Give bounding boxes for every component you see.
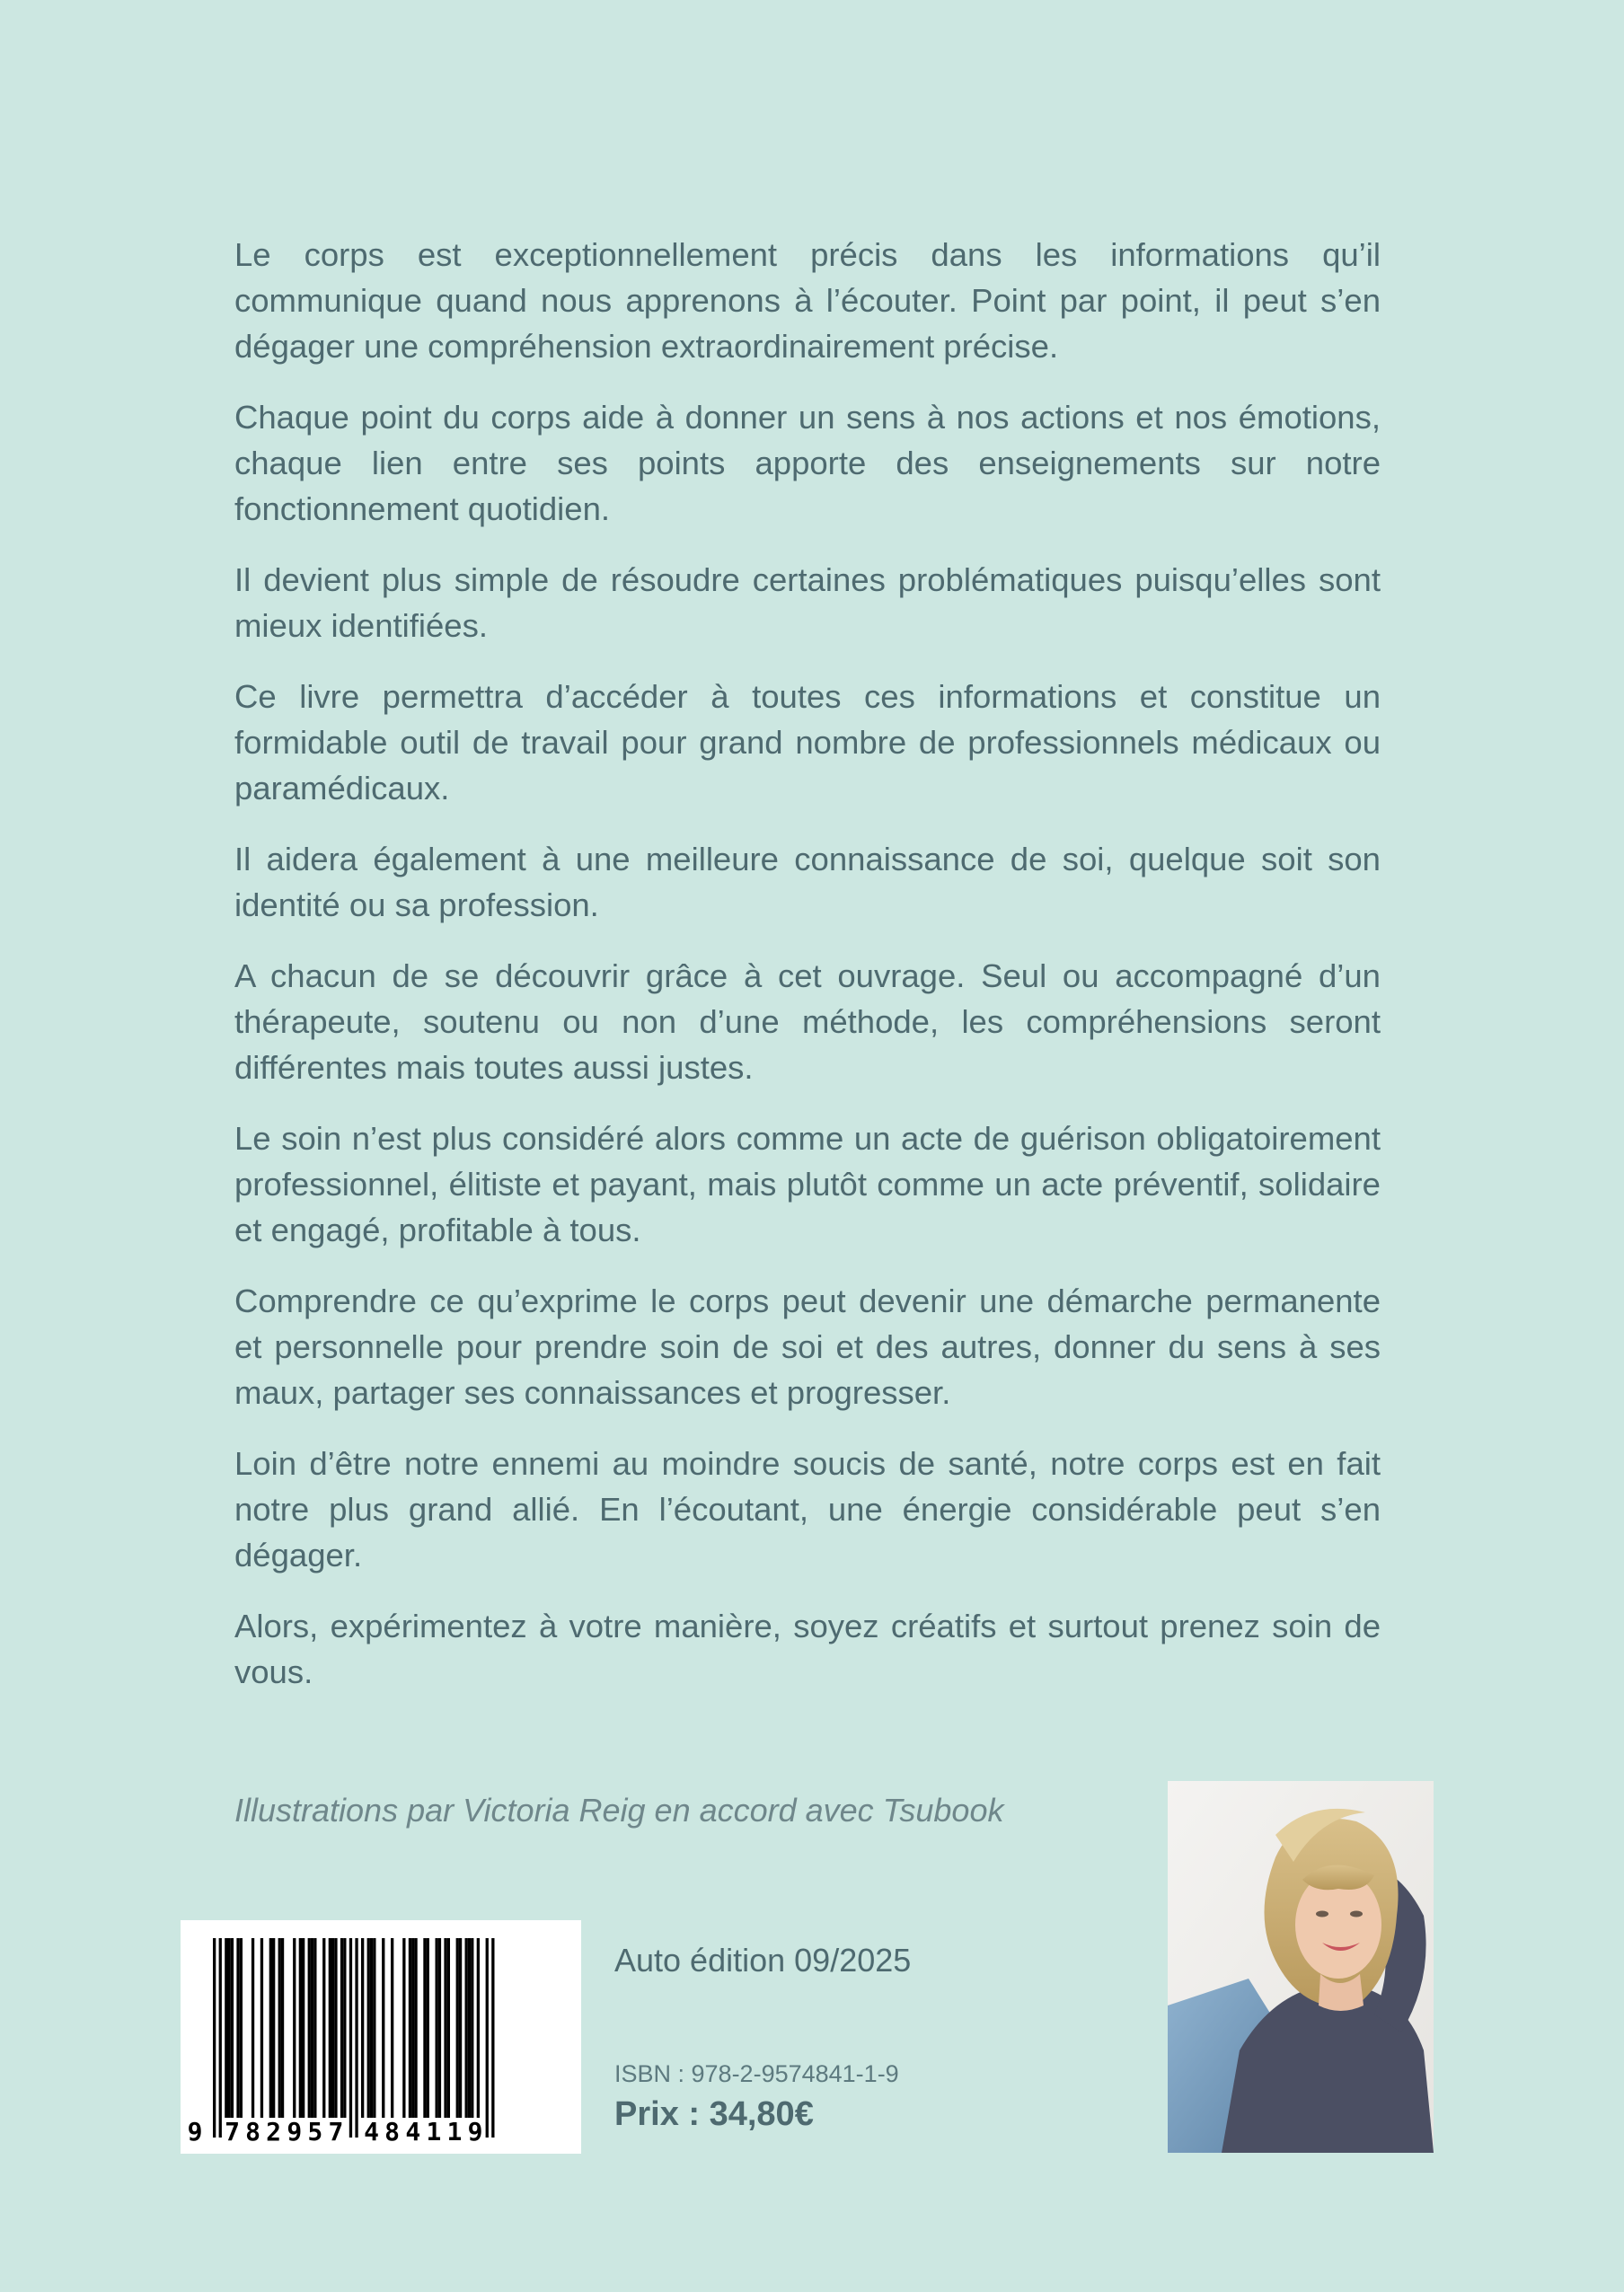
barcode-digit: 9 [187,2117,203,2147]
barcode-bar [373,1938,375,2118]
illustration-credit: Illustrations par Victoria Reig en accord avec Tsubook [234,1792,1004,1829]
blurb-paragraph: Ce livre permettra d’accéder à toutes ces informations et constitue un formidable outil de travail pour grand nombre de professionnels médicaux ou paramédicaux. [234,678,1381,807]
barcode-bar [299,1938,302,2118]
barcode-bar [228,1938,231,2118]
barcode-bar [313,1938,316,2118]
barcode-bar [438,1938,441,2118]
barcode-bar [370,1938,373,2118]
barcode-digit: 7 [328,2117,344,2147]
author-photo [1168,1781,1434,2153]
blurb-paragraph: Comprendre ce qu’exprime le corps peut devenir une démarche permanente et personnelle pour prendre soin de soi et des autres, donner du sens à ses maux, partager ses connaissances et progresser. [234,1283,1381,1411]
barcode-bar [355,1938,357,2138]
barcode-graphic [181,1920,581,2154]
barcode-bar [252,1938,254,2118]
barcode-digit: 2 [266,2117,282,2147]
barcode-bar [213,1938,216,2138]
barcode-digit: 1 [446,2117,463,2147]
isbn-number: ISBN : 978-2-9574841-1-9 [614,2060,899,2087]
blurb-paragraph: Il aidera également à une meilleure connaissance de soi, quelque soit son identité ou sa profession. [234,841,1381,923]
barcode-digit: 5 [307,2117,323,2147]
barcode-bar [260,1938,263,2118]
barcode-bar [367,1938,370,2118]
barcode-digit: 8 [384,2117,401,2147]
barcode-bar [382,1938,384,2118]
barcode-digit: 4 [364,2117,379,2147]
barcode-bar [334,1938,337,2118]
barcode-bar [308,1938,311,2118]
blurb-paragraph: Chaque point du corps aide à donner un sens à nos actions et nos émotions, chaque lien entre ses points apporte des enseignements sur notre fonctionnement quotidien. [234,399,1381,527]
barcode-digit: 8 [245,2117,260,2147]
barcode-digit: 1 [426,2117,442,2147]
barcode-bar [414,1938,417,2118]
barcode-bar [477,1938,480,2118]
barcode-bar [447,1938,450,2118]
barcode-bar [402,1938,405,2118]
barcode-digit: 9 [287,2117,303,2147]
price-label: Prix : 34,80€ [614,2095,814,2133]
barcode-bar [409,1938,411,2118]
barcode-bar [468,1938,471,2118]
barcode-bar [465,1938,468,2118]
barcode-bar [272,1938,275,2118]
barcode-bar [459,1938,462,2118]
blurb-paragraph: Alors, expérimentez à votre manière, soyez créatifs et surtout prenez soin de vous. [234,1608,1381,1690]
barcode-bar [423,1938,426,2118]
barcode-bar [322,1938,325,2118]
barcode-bar [436,1938,438,2118]
barcode-bar [231,1938,234,2118]
barcode-bar [361,1938,364,2118]
barcode-bar [311,1938,313,2118]
barcode-bar [225,1938,227,2118]
barcode-bar [349,1938,352,2138]
barcode-bar [486,1938,489,2138]
barcode-bar [236,1938,239,2118]
blurb-paragraph: Il devient plus simple de résoudre certaines problématiques puisqu’elles sont mieux identifiées. [234,561,1381,644]
barcode-bar [240,1938,243,2118]
isbn-barcode [181,1920,581,2154]
barcode-digit: 9 [467,2117,483,2147]
barcode-bar [293,1938,296,2118]
barcode-bar [302,1938,304,2118]
barcode-bar [278,1938,281,2118]
blurb-text [234,232,1381,1720]
blurb-paragraph: Le soin n’est plus considéré alors comme un acte de guérison obligatoirement professionnel, élitiste et payant, mais plutôt comme un acte préventif, solidaire et engagé, profitable à tous. [234,1120,1381,1248]
barcode-bar [340,1938,343,2118]
blurb-paragraph: A chacun de se découvrir grâce à cet ouvrage. Seul ou accompagné d’un thérapeute, soutenu ou non d’une méthode, les compréhensions seront différentes mais toutes aussi justes. [234,957,1381,1086]
blurb-paragraph: Loin d’être notre ennemi au moindre soucis de santé, notre corps est en fait notre plus grand allié. En l’écoutant, une énergie considérable peut s’en dégager. [234,1445,1381,1574]
barcode-bar [391,1938,393,2118]
barcode-bar [329,1938,331,2118]
barcode-bar [331,1938,334,2118]
barcode-digit: 4 [405,2117,421,2147]
barcode-bar [411,1938,414,2118]
barcode-bar [444,1938,446,2118]
barcode-bar [269,1938,272,2118]
barcode-digit: 7 [225,2117,240,2147]
edition-info: Auto édition 09/2025 [614,1942,912,1979]
barcode-bar [343,1938,346,2118]
barcode-bar [491,1938,494,2138]
blurb-paragraph: Le corps est exceptionnellement précis dans les informations qu’il communique quand nous apprenons à l’écouter. Point par point, il peut s’en dégager une compréhension extraordinairement précise. [234,236,1381,365]
barcode-bar [427,1938,429,2118]
barcode-bar [281,1938,284,2118]
barcode-bar [456,1938,459,2118]
barcode-bar [471,1938,473,2118]
barcode-bar [219,1938,222,2138]
